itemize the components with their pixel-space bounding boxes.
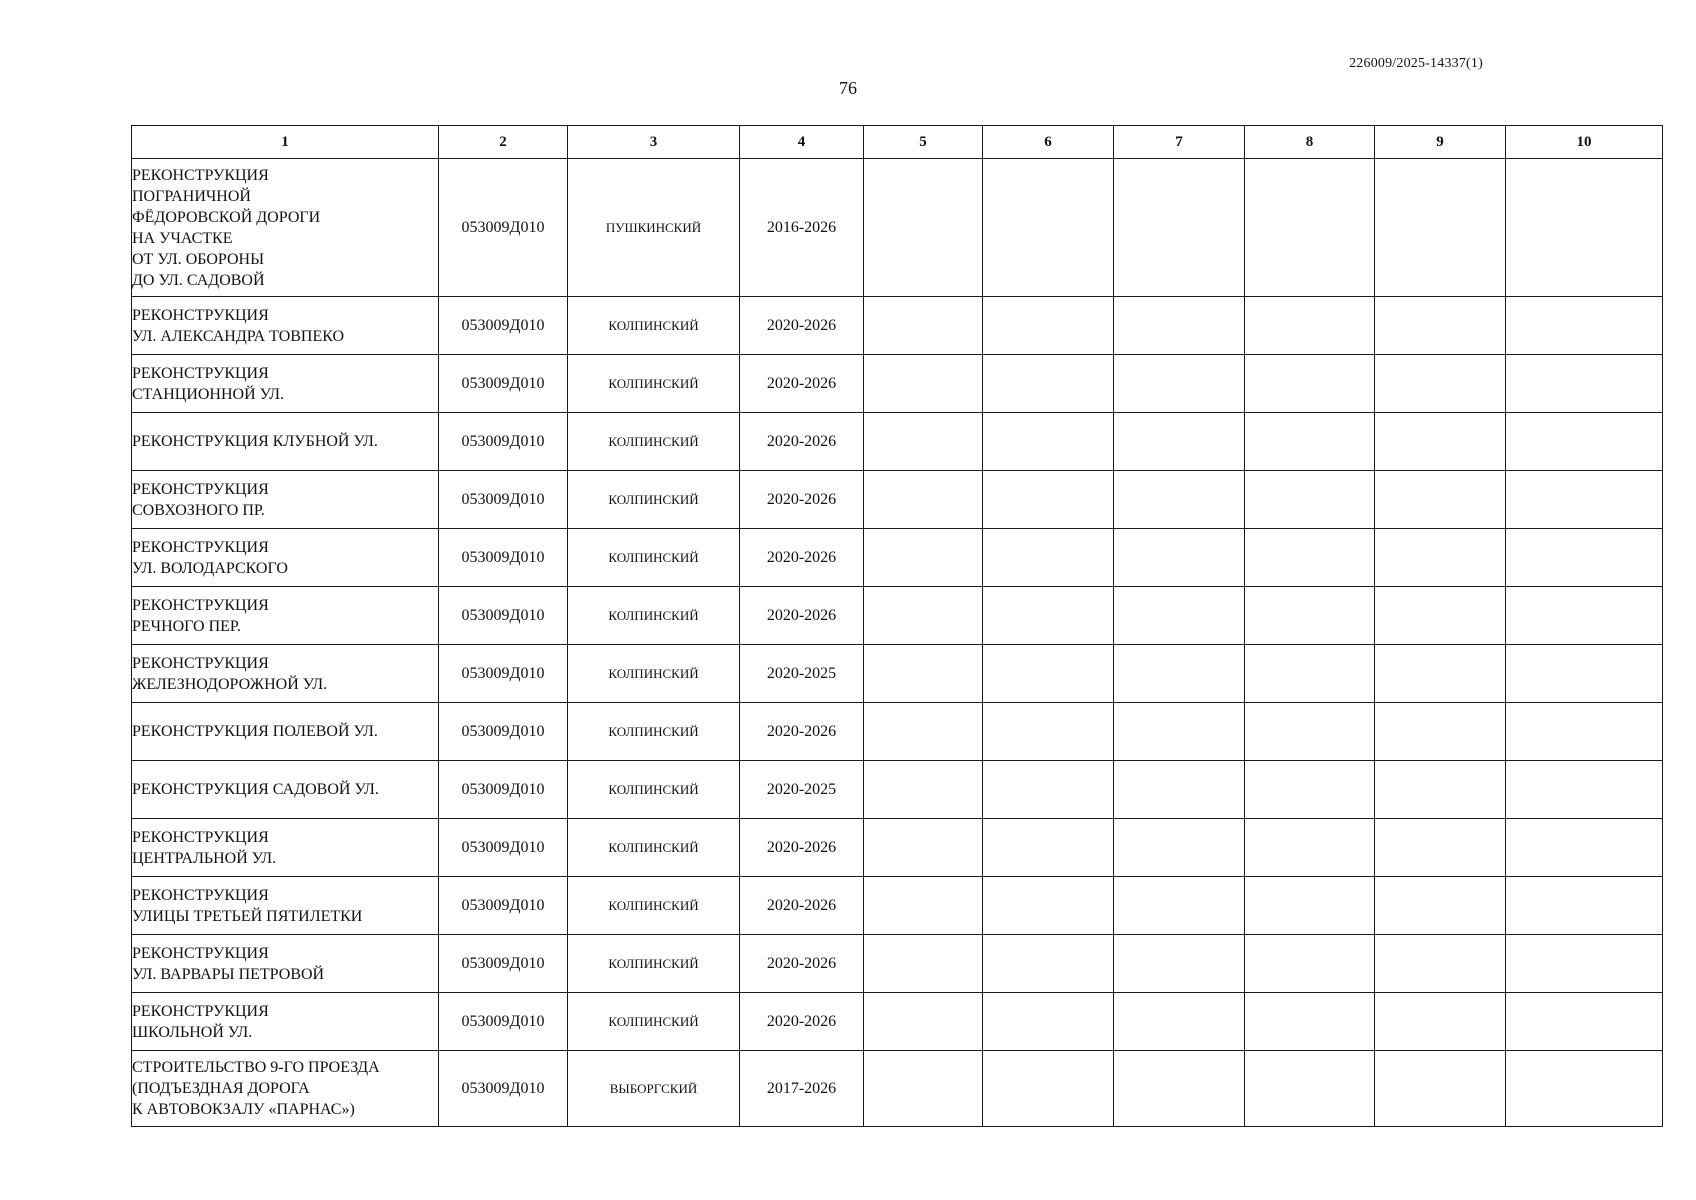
row-empty-cell-col-6 <box>983 529 1114 587</box>
row-empty-cell-col-6 <box>983 587 1114 645</box>
column-header-7: 7 <box>1114 126 1245 159</box>
row-empty-cell-col-6 <box>983 471 1114 529</box>
row-empty-cell-col-7 <box>1114 645 1245 703</box>
row-empty-cell-col-7 <box>1114 471 1245 529</box>
row-empty-cell-col-8 <box>1245 471 1375 529</box>
row-period-cell: 2020-2026 <box>740 819 864 877</box>
row-period-cell: 2020-2026 <box>740 471 864 529</box>
row-period-cell: 2020-2026 <box>740 413 864 471</box>
row-code-cell: 053009Д010 <box>439 471 568 529</box>
row-name-cell: РЕКОНСТРУКЦИЯ ПОЛЕВОЙ УЛ. <box>132 703 439 761</box>
row-empty-cell-col-6 <box>983 819 1114 877</box>
row-empty-cell-col-5 <box>864 1051 983 1127</box>
row-empty-cell-col-10 <box>1506 529 1663 587</box>
row-empty-cell-col-7 <box>1114 703 1245 761</box>
row-name-cell: РЕКОНСТРУКЦИЯ ПОГРАНИЧНОЙ ФЁДОРОВСКОЙ ДОРОГИ НА УЧАСТКЕ ОТ УЛ. ОБОРОНЫ ДО УЛ. САДОВОЙ <box>132 159 439 297</box>
column-header-2: 2 <box>439 126 568 159</box>
row-empty-cell-col-8 <box>1245 587 1375 645</box>
row-empty-cell-col-5 <box>864 877 983 935</box>
row-empty-cell-col-9 <box>1375 587 1506 645</box>
row-empty-cell-col-7 <box>1114 159 1245 297</box>
row-empty-cell-col-9 <box>1375 645 1506 703</box>
row-empty-cell-col-9 <box>1375 761 1506 819</box>
row-empty-cell-col-9 <box>1375 1051 1506 1127</box>
table-body <box>132 159 1663 1127</box>
row-district-cell: КОЛПИНСКИЙ <box>568 297 740 355</box>
row-empty-cell-col-7 <box>1114 413 1245 471</box>
row-empty-cell-col-10 <box>1506 297 1663 355</box>
row-period-cell: 2020-2026 <box>740 703 864 761</box>
row-empty-cell-col-7 <box>1114 529 1245 587</box>
row-empty-cell-col-5 <box>864 703 983 761</box>
table-row <box>132 413 1663 471</box>
row-empty-cell-col-9 <box>1375 159 1506 297</box>
row-code-cell: 053009Д010 <box>439 355 568 413</box>
row-code-cell: 053009Д010 <box>439 993 568 1051</box>
row-code-cell: 053009Д010 <box>439 761 568 819</box>
row-empty-cell-col-8 <box>1245 993 1375 1051</box>
row-empty-cell-col-8 <box>1245 761 1375 819</box>
column-header-5: 5 <box>864 126 983 159</box>
row-empty-cell-col-5 <box>864 761 983 819</box>
row-empty-cell-col-10 <box>1506 877 1663 935</box>
row-empty-cell-col-9 <box>1375 935 1506 993</box>
row-period-cell: 2020-2026 <box>740 355 864 413</box>
column-header-3: 3 <box>568 126 740 159</box>
row-empty-cell-col-9 <box>1375 297 1506 355</box>
row-empty-cell-col-6 <box>983 645 1114 703</box>
row-empty-cell-col-7 <box>1114 935 1245 993</box>
row-district-cell: КОЛПИНСКИЙ <box>568 761 740 819</box>
row-empty-cell-col-10 <box>1506 471 1663 529</box>
row-empty-cell-col-7 <box>1114 761 1245 819</box>
row-empty-cell-col-6 <box>983 297 1114 355</box>
row-code-cell: 053009Д010 <box>439 413 568 471</box>
row-code-cell: 053009Д010 <box>439 819 568 877</box>
row-code-cell: 053009Д010 <box>439 877 568 935</box>
table-row <box>132 297 1663 355</box>
row-name-cell: РЕКОНСТРУКЦИЯ ЖЕЛЕЗНОДОРОЖНОЙ УЛ. <box>132 645 439 703</box>
row-empty-cell-col-8 <box>1245 159 1375 297</box>
row-empty-cell-col-8 <box>1245 935 1375 993</box>
row-district-cell: КОЛПИНСКИЙ <box>568 413 740 471</box>
row-district-cell: КОЛПИНСКИЙ <box>568 993 740 1051</box>
row-empty-cell-col-7 <box>1114 355 1245 413</box>
row-name-cell: РЕКОНСТРУКЦИЯ УЛИЦЫ ТРЕТЬЕЙ ПЯТИЛЕТКИ <box>132 877 439 935</box>
row-period-cell: 2017-2026 <box>740 1051 864 1127</box>
table-row <box>132 355 1663 413</box>
column-header-1: 1 <box>132 126 439 159</box>
row-empty-cell-col-5 <box>864 529 983 587</box>
row-period-cell: 2020-2026 <box>740 877 864 935</box>
row-empty-cell-col-8 <box>1245 413 1375 471</box>
row-empty-cell-col-5 <box>864 819 983 877</box>
row-period-cell: 2020-2026 <box>740 529 864 587</box>
row-district-cell: КОЛПИНСКИЙ <box>568 819 740 877</box>
row-empty-cell-col-9 <box>1375 703 1506 761</box>
row-code-cell: 053009Д010 <box>439 645 568 703</box>
row-period-cell: 2020-2025 <box>740 761 864 819</box>
table-row <box>132 471 1663 529</box>
row-empty-cell-col-6 <box>983 877 1114 935</box>
row-empty-cell-col-10 <box>1506 703 1663 761</box>
row-empty-cell-col-9 <box>1375 993 1506 1051</box>
column-header-10: 10 <box>1506 126 1663 159</box>
table-row <box>132 935 1663 993</box>
row-empty-cell-col-5 <box>864 413 983 471</box>
row-empty-cell-col-10 <box>1506 993 1663 1051</box>
row-name-cell: РЕКОНСТРУКЦИЯ СОВХОЗНОГО ПР. <box>132 471 439 529</box>
table-row <box>132 993 1663 1051</box>
row-name-cell: РЕКОНСТРУКЦИЯ ШКОЛЬНОЙ УЛ. <box>132 993 439 1051</box>
row-name-cell: РЕКОНСТРУКЦИЯ ЦЕНТРАЛЬНОЙ УЛ. <box>132 819 439 877</box>
row-empty-cell-col-6 <box>983 413 1114 471</box>
row-empty-cell-col-10 <box>1506 645 1663 703</box>
column-header-8: 8 <box>1245 126 1375 159</box>
row-empty-cell-col-8 <box>1245 355 1375 413</box>
row-empty-cell-col-10 <box>1506 1051 1663 1127</box>
table-row <box>132 159 1663 297</box>
row-code-cell: 053009Д010 <box>439 159 568 297</box>
table-row <box>132 761 1663 819</box>
row-period-cell: 2020-2026 <box>740 297 864 355</box>
row-empty-cell-col-9 <box>1375 413 1506 471</box>
row-empty-cell-col-10 <box>1506 819 1663 877</box>
row-empty-cell-col-9 <box>1375 471 1506 529</box>
row-code-cell: 053009Д010 <box>439 297 568 355</box>
row-empty-cell-col-7 <box>1114 1051 1245 1127</box>
row-empty-cell-col-9 <box>1375 819 1506 877</box>
table-row <box>132 819 1663 877</box>
row-empty-cell-col-7 <box>1114 819 1245 877</box>
row-empty-cell-col-9 <box>1375 529 1506 587</box>
row-district-cell: КОЛПИНСКИЙ <box>568 355 740 413</box>
row-name-cell: РЕКОНСТРУКЦИЯ УЛ. ВОЛОДАРСКОГО <box>132 529 439 587</box>
row-name-cell: РЕКОНСТРУКЦИЯ РЕЧНОГО ПЕР. <box>132 587 439 645</box>
row-empty-cell-col-6 <box>983 761 1114 819</box>
table-row <box>132 529 1663 587</box>
row-empty-cell-col-6 <box>983 355 1114 413</box>
row-empty-cell-col-5 <box>864 471 983 529</box>
row-empty-cell-col-8 <box>1245 529 1375 587</box>
row-name-cell: РЕКОНСТРУКЦИЯ КЛУБНОЙ УЛ. <box>132 413 439 471</box>
row-code-cell: 053009Д010 <box>439 703 568 761</box>
row-district-cell: ВЫБОРГСКИЙ <box>568 1051 740 1127</box>
row-empty-cell-col-10 <box>1506 761 1663 819</box>
row-empty-cell-col-7 <box>1114 297 1245 355</box>
table-header-row <box>132 126 1663 159</box>
row-district-cell: КОЛПИНСКИЙ <box>568 529 740 587</box>
row-empty-cell-col-8 <box>1245 645 1375 703</box>
row-empty-cell-col-10 <box>1506 355 1663 413</box>
row-empty-cell-col-5 <box>864 993 983 1051</box>
row-district-cell: КОЛПИНСКИЙ <box>568 877 740 935</box>
row-period-cell: 2020-2025 <box>740 645 864 703</box>
row-empty-cell-col-7 <box>1114 877 1245 935</box>
row-name-cell: РЕКОНСТРУКЦИЯ УЛ. ВАРВАРЫ ПЕТРОВОЙ <box>132 935 439 993</box>
column-header-9: 9 <box>1375 126 1506 159</box>
table-row <box>132 645 1663 703</box>
row-name-cell: СТРОИТЕЛЬСТВО 9-ГО ПРОЕЗДА (ПОДЪЕЗДНАЯ ДОРОГА К АВТОВОКЗАЛУ «ПАРНАС») <box>132 1051 439 1127</box>
row-district-cell: КОЛПИНСКИЙ <box>568 471 740 529</box>
row-empty-cell-col-5 <box>864 297 983 355</box>
table-row <box>132 587 1663 645</box>
row-empty-cell-col-7 <box>1114 587 1245 645</box>
row-name-cell: РЕКОНСТРУКЦИЯ САДОВОЙ УЛ. <box>132 761 439 819</box>
row-code-cell: 053009Д010 <box>439 529 568 587</box>
data-table <box>131 125 1663 1127</box>
row-name-cell: РЕКОНСТРУКЦИЯ СТАНЦИОННОЙ УЛ. <box>132 355 439 413</box>
row-district-cell: КОЛПИНСКИЙ <box>568 645 740 703</box>
document-id: 226009/2025-14337(1) <box>1349 56 1483 71</box>
row-empty-cell-col-5 <box>864 935 983 993</box>
row-district-cell: КОЛПИНСКИЙ <box>568 935 740 993</box>
row-period-cell: 2020-2026 <box>740 935 864 993</box>
row-code-cell: 053009Д010 <box>439 935 568 993</box>
row-empty-cell-col-6 <box>983 1051 1114 1127</box>
page-number: 76 <box>839 78 857 98</box>
row-empty-cell-col-6 <box>983 703 1114 761</box>
row-code-cell: 053009Д010 <box>439 1051 568 1127</box>
row-empty-cell-col-7 <box>1114 993 1245 1051</box>
row-empty-cell-col-9 <box>1375 355 1506 413</box>
table-row <box>132 703 1663 761</box>
row-empty-cell-col-5 <box>864 355 983 413</box>
row-empty-cell-col-5 <box>864 645 983 703</box>
row-period-cell: 2020-2026 <box>740 993 864 1051</box>
row-empty-cell-col-10 <box>1506 935 1663 993</box>
row-empty-cell-col-6 <box>983 993 1114 1051</box>
row-empty-cell-col-8 <box>1245 1051 1375 1127</box>
table-row <box>132 1051 1663 1127</box>
row-empty-cell-col-8 <box>1245 703 1375 761</box>
row-empty-cell-col-10 <box>1506 159 1663 297</box>
row-district-cell: КОЛПИНСКИЙ <box>568 587 740 645</box>
row-empty-cell-col-10 <box>1506 413 1663 471</box>
row-empty-cell-col-6 <box>983 935 1114 993</box>
row-district-cell: КОЛПИНСКИЙ <box>568 703 740 761</box>
row-empty-cell-col-6 <box>983 159 1114 297</box>
row-empty-cell-col-5 <box>864 587 983 645</box>
table-row <box>132 877 1663 935</box>
row-empty-cell-col-8 <box>1245 877 1375 935</box>
row-district-cell: ПУШКИНСКИЙ <box>568 159 740 297</box>
row-empty-cell-col-8 <box>1245 297 1375 355</box>
row-empty-cell-col-5 <box>864 159 983 297</box>
row-period-cell: 2016-2026 <box>740 159 864 297</box>
column-header-4: 4 <box>740 126 864 159</box>
row-empty-cell-col-8 <box>1245 819 1375 877</box>
row-name-cell: РЕКОНСТРУКЦИЯ УЛ. АЛЕКСАНДРА ТОВПЕКО <box>132 297 439 355</box>
column-header-6: 6 <box>983 126 1114 159</box>
row-period-cell: 2020-2026 <box>740 587 864 645</box>
row-code-cell: 053009Д010 <box>439 587 568 645</box>
row-empty-cell-col-9 <box>1375 877 1506 935</box>
row-empty-cell-col-10 <box>1506 587 1663 645</box>
